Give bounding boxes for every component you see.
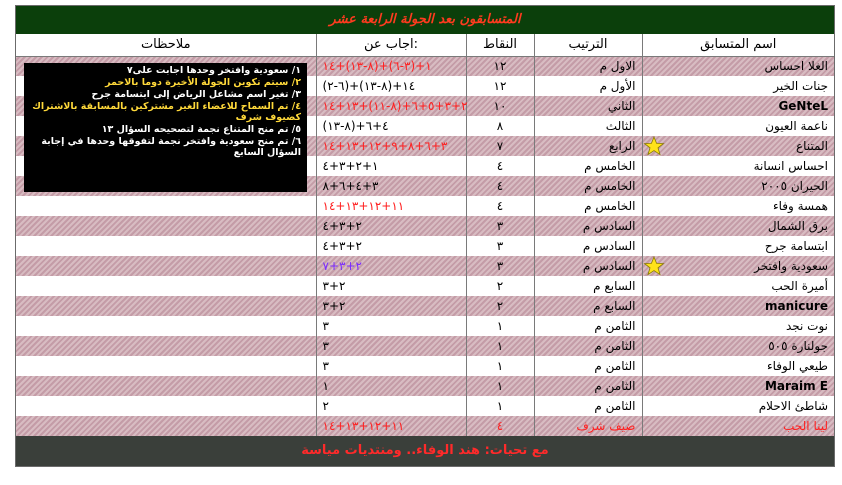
contestant-name: ابتسامة جرح — [764, 239, 828, 253]
points-cell: ٣ — [466, 256, 534, 276]
table-row — [16, 196, 834, 216]
page-title: المتسابقون بعد الجولة الرابعة عشر — [16, 6, 834, 34]
answers-cell: ٣+٤+٦+٨ — [316, 176, 466, 196]
notes-cell — [16, 336, 316, 356]
answers-cell: ٤+٦+(٨-١٣) — [316, 116, 466, 136]
contestant-name-cell — [642, 376, 834, 396]
contestant-name: لينا الحب — [783, 419, 828, 433]
contestant-name: نوت نجد — [785, 319, 828, 333]
answers-cell: ١ — [316, 376, 466, 396]
rank-cell: ضيف شرف — [534, 416, 642, 436]
contestant-name-cell — [642, 356, 834, 376]
answers-cell: ٢+٣+٤ — [316, 216, 466, 236]
contestant-name-cell — [642, 196, 834, 216]
contestant-name: طيعي الوفاء — [766, 359, 828, 373]
answers-cell: ٢+٣ — [316, 296, 466, 316]
contestant-name: جولنارة ٥٠٥ — [768, 339, 828, 353]
contestant-name-cell — [642, 236, 834, 256]
points-cell: ١٠ — [466, 96, 534, 116]
contestant-name: شاطئ الاحلام — [758, 399, 828, 413]
notes-cell — [16, 356, 316, 376]
rank-cell: السابع م — [534, 296, 642, 316]
points-cell: ١٢ — [466, 76, 534, 96]
table-row — [16, 396, 834, 416]
rank-cell: الثامن م — [534, 376, 642, 396]
contestant-name-cell — [642, 256, 834, 276]
points-cell: ١ — [466, 356, 534, 376]
contestant-name: الحيران ٢٠٠٥ — [761, 179, 828, 193]
note-item: ٤/ تم السماح للاعضاء الغير مشتركين بالمسابقة بالاشتراك كضيوف شرف — [32, 101, 301, 123]
contestant-name: ناعمة العيون — [765, 119, 828, 133]
rank-cell: الثالث — [534, 116, 642, 136]
notes-cell — [16, 376, 316, 396]
contestant-name-cell — [642, 136, 834, 156]
rank-cell: الخامس م — [534, 176, 642, 196]
points-cell: ٧ — [466, 136, 534, 156]
rank-cell: السادس م — [534, 216, 642, 236]
table-row — [16, 376, 834, 396]
contestant-name: جنات الخير — [773, 79, 828, 93]
answers-cell: ٣ — [316, 356, 466, 376]
rank-cell: الأول م — [534, 76, 642, 96]
header-points: النقاط — [466, 34, 534, 56]
notes-cell — [16, 316, 316, 336]
table-row — [16, 316, 834, 336]
points-cell: ١ — [466, 396, 534, 416]
note-item: ٥/ تم منح المتناع نجمة لتصحيحه السؤال ١٣ — [101, 124, 301, 135]
notes-cell — [16, 416, 316, 436]
table-header-row — [16, 34, 834, 56]
points-cell: ٤ — [466, 416, 534, 436]
notes-cell — [16, 396, 316, 416]
table-row — [16, 256, 834, 276]
answers-cell: ١+(٣-٦)+(٨-١٣)+١٤ — [316, 56, 466, 76]
table-row — [16, 416, 834, 436]
notes-cell — [16, 196, 316, 216]
points-cell: ٣ — [466, 236, 534, 256]
table-row — [16, 336, 834, 356]
table-row — [16, 216, 834, 236]
note-item: ٢/ سيتم تكوين الجولة الأخيرة دوما بالاحمر — [105, 77, 301, 88]
contestant-name-cell — [642, 396, 834, 416]
answers-cell: ١١+١٢+١٣+١٤ — [316, 416, 466, 436]
points-cell: ٢ — [466, 276, 534, 296]
rank-cell: السادس م — [534, 256, 642, 276]
table-row — [16, 276, 834, 296]
contestant-name-cell — [642, 296, 834, 316]
contestant-name: سعودية وافتخر — [754, 259, 828, 273]
contestant-name-cell — [642, 216, 834, 236]
answers-cell: ١١+١٢+١٣+١٤ — [316, 196, 466, 216]
answers-cell: ١+٢+٣+٤ — [316, 156, 466, 176]
contestant-name: أميرة الحب — [771, 279, 828, 293]
table-row — [16, 356, 834, 376]
contestant-name-cell — [642, 176, 834, 196]
points-cell: ١ — [466, 336, 534, 356]
contestant-name: همسة وفاء — [772, 199, 828, 213]
contestant-name-cell — [642, 156, 834, 176]
answers-cell: ٢+٣ — [316, 276, 466, 296]
rank-cell: الخامس م — [534, 196, 642, 216]
points-cell: ٤ — [466, 196, 534, 216]
answers-cell: ٢+٣+٥+٦+(٨-١١)+١٣+١٤ — [316, 96, 466, 116]
standings-frame — [15, 5, 835, 467]
notes-cell — [16, 276, 316, 296]
rank-cell: الثاني — [534, 96, 642, 116]
answers-cell: (٦-٢)+(٨-١٣)+١٤ — [316, 76, 466, 96]
contestant-name-cell — [642, 316, 834, 336]
answers-cell: ٢+٣+٤ — [316, 236, 466, 256]
points-cell: ٨ — [466, 116, 534, 136]
contestant-name: برق الشمال — [767, 219, 828, 233]
rank-cell: الثامن م — [534, 396, 642, 416]
contestant-name-cell — [642, 276, 834, 296]
contestant-name-cell — [642, 116, 834, 136]
points-cell: ١٢ — [466, 56, 534, 76]
rank-cell: الخامس م — [534, 156, 642, 176]
note-item: ٦/ تم منح سعودية وافتخر نجمة لتفوقها وحدها في إجابة السؤال السابع — [41, 136, 301, 158]
contestant-name: GeNteL — [778, 99, 828, 113]
contestant-name-cell — [642, 336, 834, 356]
contestant-name: Maraim E — [764, 379, 828, 393]
contestant-name-cell — [642, 416, 834, 436]
rank-cell: الثامن م — [534, 336, 642, 356]
rank-cell: السابع م — [534, 276, 642, 296]
header-name: اسم المتسابق — [642, 34, 834, 56]
footer-credit: مع تحيات: هند الوفاء.. ومنتديات مياسة — [16, 436, 834, 466]
points-cell: ٢ — [466, 296, 534, 316]
notes-cell — [16, 216, 316, 236]
points-cell: ٤ — [466, 176, 534, 196]
rank-cell: الاول م — [534, 56, 642, 76]
notes-cell — [16, 236, 316, 256]
contestant-name: احساس انسانة — [753, 159, 828, 173]
contestant-name: الغلا احساس — [764, 59, 828, 74]
contestant-name: المتناع — [796, 139, 828, 153]
table-row — [16, 236, 834, 256]
contestant-name-cell — [642, 56, 834, 76]
contestant-name-cell — [642, 96, 834, 116]
header-answered: اجاب عن: — [316, 34, 466, 56]
rank-cell: السادس م — [534, 236, 642, 256]
answers-cell: ٣ — [316, 316, 466, 336]
header-rank: الترتيب — [534, 34, 642, 56]
notes-cell — [16, 256, 316, 276]
rank-cell: الرابع — [534, 136, 642, 156]
contestant-name-cell — [642, 76, 834, 96]
rank-cell: الثامن م — [534, 356, 642, 376]
answers-cell: ٢+٣+٧ — [316, 256, 466, 276]
header-notes: ملاحظات — [16, 34, 316, 56]
points-cell: ٤ — [466, 156, 534, 176]
notes-panel — [24, 63, 307, 192]
answers-cell: ٣+٦+٨+٩+١٢+١٣+١٤ — [316, 136, 466, 156]
answers-cell: ٢ — [316, 396, 466, 416]
answers-cell: ٣ — [316, 336, 466, 356]
points-cell: ١ — [466, 316, 534, 336]
contestant-name: manicure — [765, 299, 828, 313]
note-item: ٣/ تغير اسم مشاعل الرياض إلى ابتسامة جرح — [91, 89, 301, 100]
table-row — [16, 296, 834, 316]
points-cell: ٣ — [466, 216, 534, 236]
note-item: ١/ سعودية وافتخر وحدها اجابت على٧ — [126, 65, 301, 76]
notes-cell — [16, 296, 316, 316]
rank-cell: الثامن م — [534, 316, 642, 336]
points-cell: ١ — [466, 376, 534, 396]
